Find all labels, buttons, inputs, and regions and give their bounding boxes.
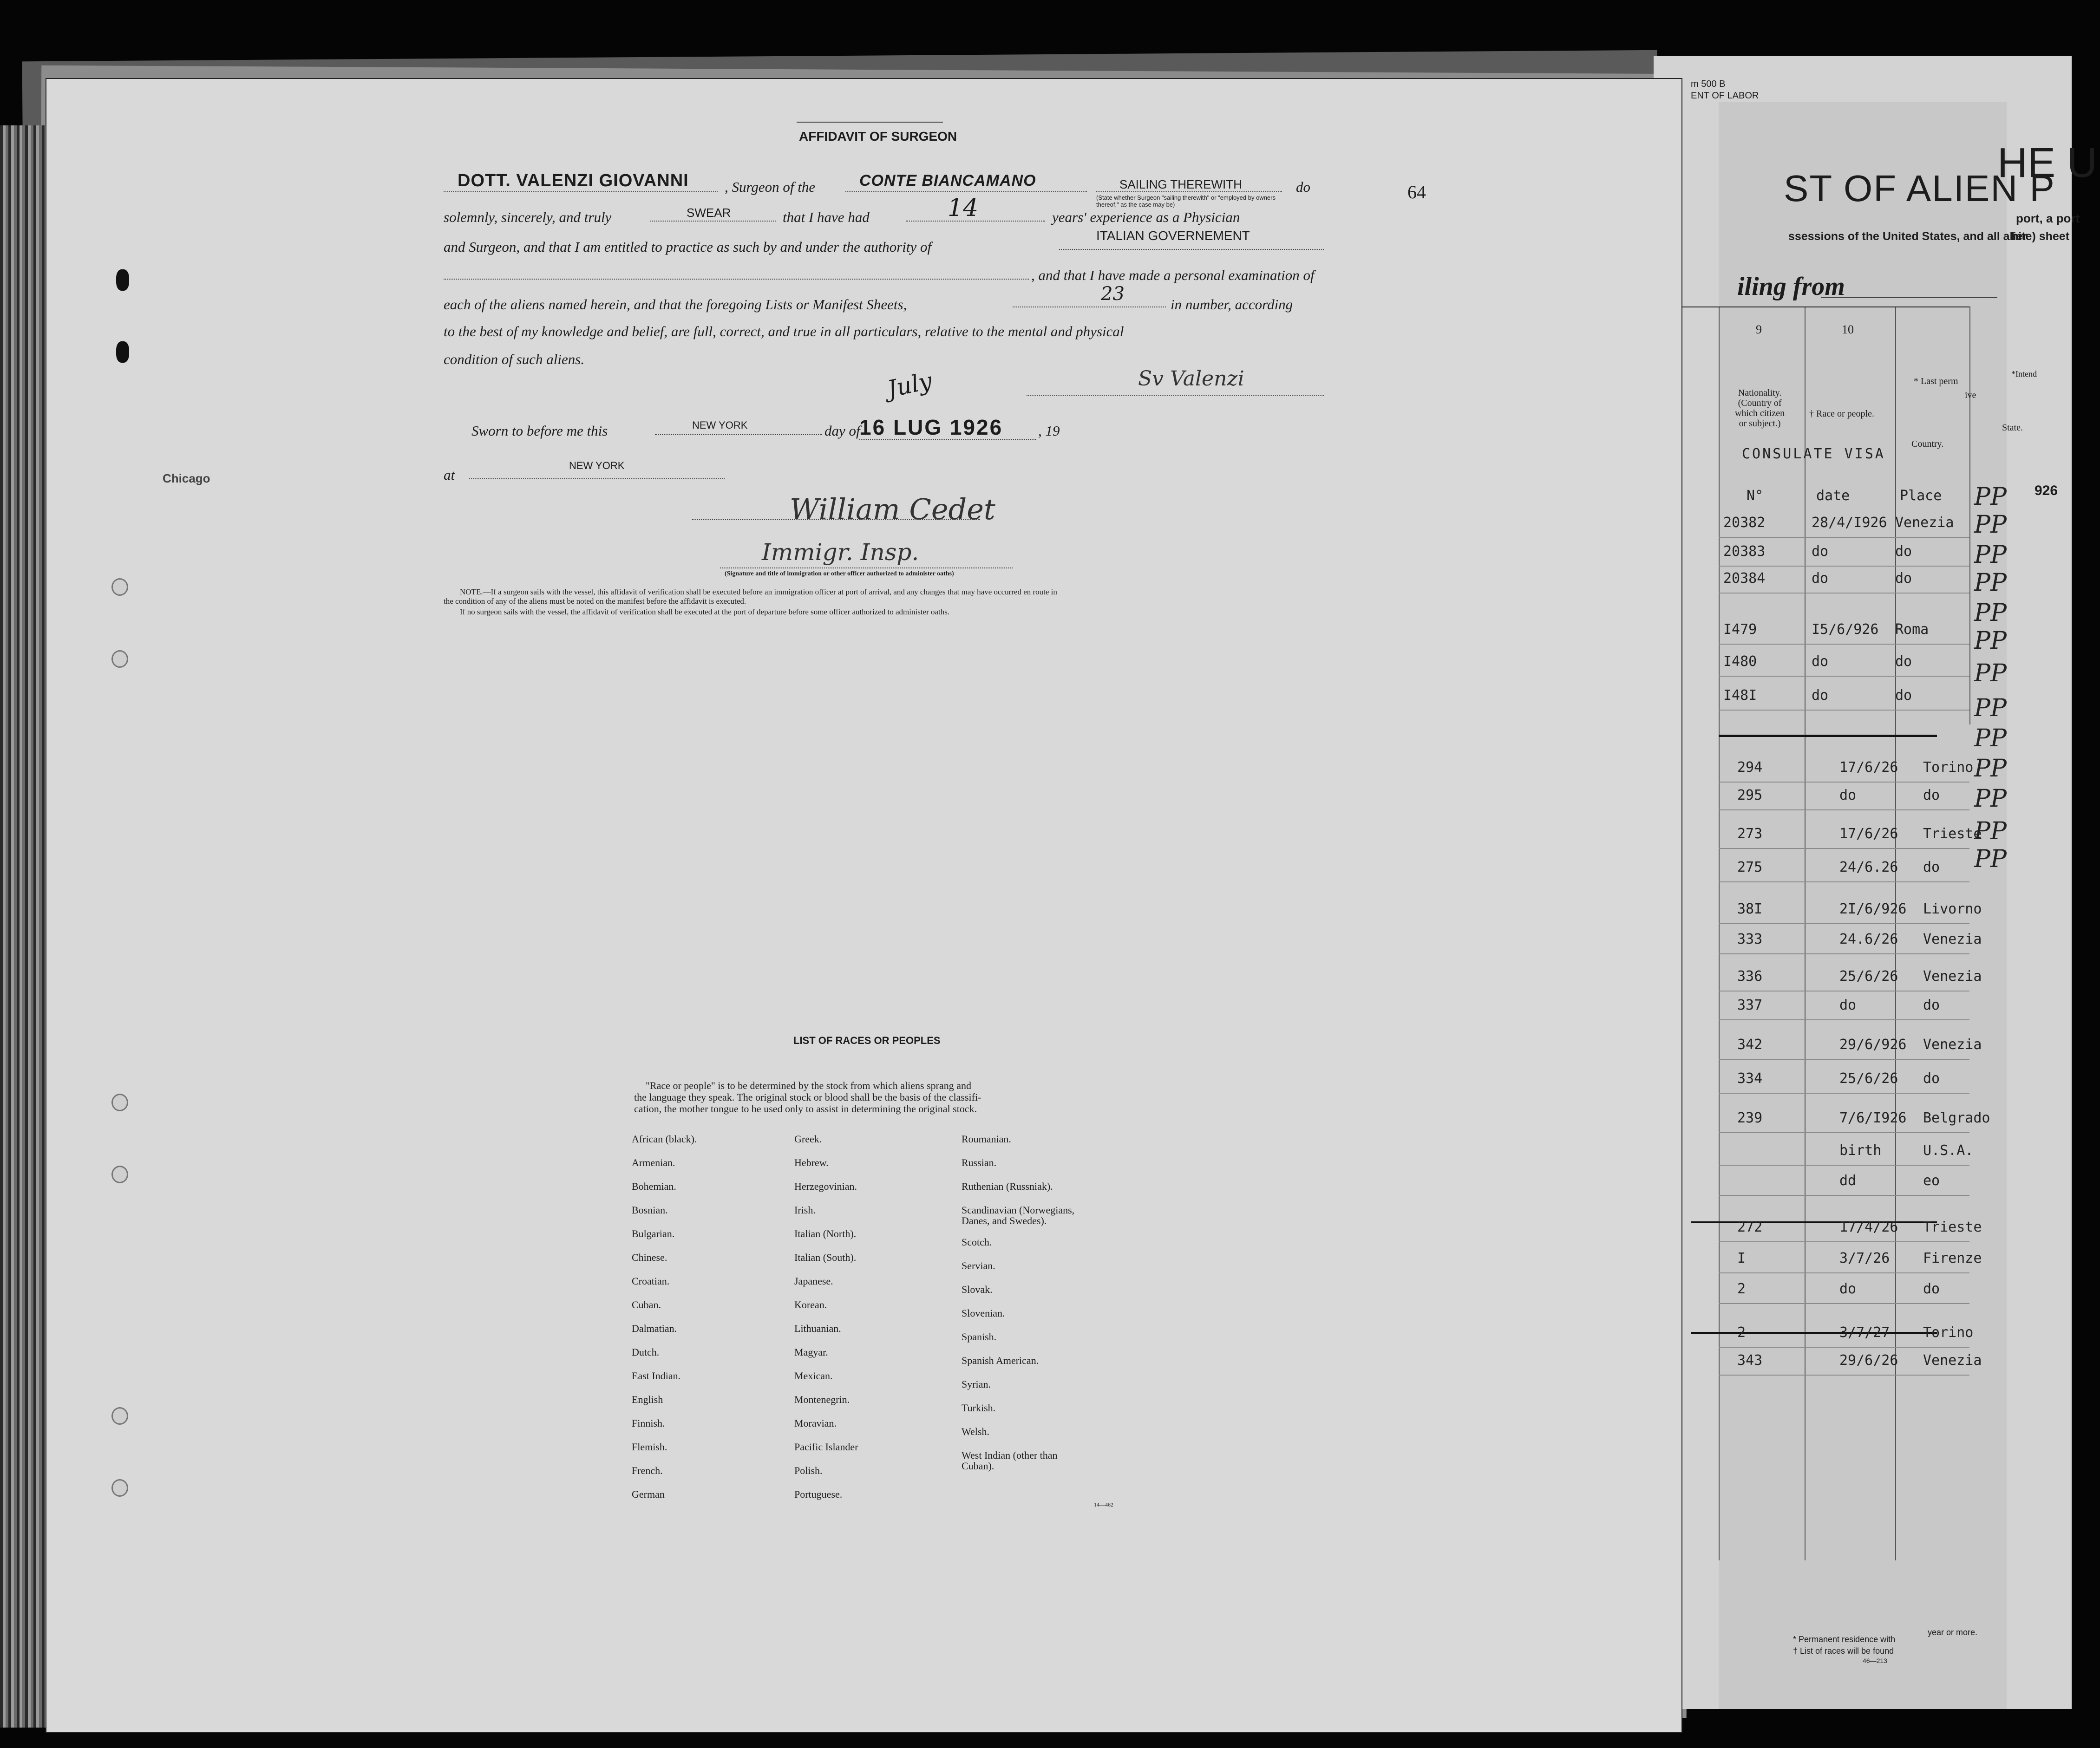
race-item: Slovak. <box>962 1283 993 1295</box>
sailing-note: (State whether Surgeon "sailing therewith" or "employed by owners thereof," as the case may be) <box>1096 194 1276 208</box>
pp-mark: PP <box>1974 817 2007 845</box>
pp-mark: PP <box>1974 659 2007 687</box>
race-item: Servian. <box>962 1259 995 1272</box>
row-visa-number: 20384 <box>1723 570 1766 587</box>
row-visa-number: 294 <box>1737 759 1763 776</box>
race-item: African (black). <box>632 1133 697 1145</box>
row-visa-date: 3/7/27 <box>1839 1324 1890 1341</box>
row-visa-place: do <box>1923 997 1940 1013</box>
row-visa-place: do <box>1923 859 1940 875</box>
race-item: Ruthenian (Russniak). <box>962 1181 1053 1192</box>
row-divider <box>1719 848 1969 849</box>
pp-mark: PP <box>1974 483 2007 511</box>
row-divider <box>1719 1059 1969 1060</box>
row-divider <box>1719 1272 1969 1273</box>
consulate-visa-header: CONSULATE VISA <box>1742 446 1885 462</box>
footnote: year or more. <box>1928 1628 1978 1637</box>
page-number: 64 <box>1407 182 1426 202</box>
row-visa-date: I5/6/926 <box>1812 621 1879 638</box>
race-item: Lithuanian. <box>794 1323 841 1334</box>
race-item: Danes, and Swedes). <box>962 1214 1047 1226</box>
sheets-count: 23 <box>1101 283 1125 305</box>
race-item: Irish. <box>794 1204 816 1216</box>
row-visa-place: Firenze <box>1923 1250 1982 1266</box>
row-divider <box>1719 1347 1969 1348</box>
row-divider <box>1719 1241 1969 1242</box>
race-item: Flemish. <box>632 1441 667 1453</box>
row-visa-place: Venezia <box>1923 931 1982 947</box>
officer-title: Immigr. Insp. <box>762 539 919 566</box>
row-visa-place: Torino <box>1923 759 1974 776</box>
pp-mark: PP <box>1974 785 2007 813</box>
col-10: 10 <box>1842 323 1854 336</box>
race-item: Armenian. <box>632 1157 675 1168</box>
surgeon-signature: Sv Valenzi <box>1138 367 1244 391</box>
race-item: Mexican. <box>794 1370 833 1382</box>
row-visa-date: 24.6/26 <box>1839 931 1898 947</box>
race-item: Syrian. <box>962 1378 991 1390</box>
row-visa-number: 334 <box>1737 1070 1763 1087</box>
row-visa-date: do <box>1812 653 1829 670</box>
row-visa-number: 2 <box>1737 1324 1746 1341</box>
row-visa-place: do <box>1895 653 1912 670</box>
row-divider <box>1719 953 1969 954</box>
race-item: Chinese. <box>632 1252 667 1263</box>
pp-mark: PP <box>1974 511 2007 539</box>
race-item: Greek. <box>794 1133 822 1145</box>
row-divider <box>1719 593 1969 594</box>
at-label: at <box>444 467 455 483</box>
no-header: N° <box>1747 488 1764 504</box>
row-visa-date: 24/6.26 <box>1839 859 1898 875</box>
sworn-label: Sworn to before me this <box>471 423 608 439</box>
country-header: Country. <box>1911 439 1944 449</box>
row-visa-number: 333 <box>1737 931 1763 947</box>
row-visa-place: do <box>1923 1070 1940 1087</box>
pp-mark: PP <box>1974 541 2007 569</box>
row-visa-date: 17/4/26 <box>1839 1219 1898 1235</box>
row-divider <box>1719 923 1969 924</box>
row-visa-date: do <box>1839 787 1857 803</box>
punch-hole <box>116 269 129 291</box>
line2c: years' experience as a Physician <box>1052 209 1240 225</box>
row-visa-date: do <box>1812 687 1829 704</box>
pp-mark: PP <box>1974 599 2007 627</box>
line7: condition of such aliens. <box>444 351 585 367</box>
row-visa-date: 28/4/I926 <box>1812 515 1887 531</box>
row-visa-place: do <box>1923 1281 1940 1297</box>
race-item: Russian. <box>962 1157 997 1168</box>
race-item: Italian (North). <box>794 1228 857 1239</box>
row-visa-date: do <box>1812 543 1829 560</box>
intend-header: *Intend <box>2011 369 2037 378</box>
row-divider <box>1719 809 1969 810</box>
punch-hole <box>116 341 129 363</box>
side-stamp: Chicago <box>163 471 210 485</box>
row-visa-number: 273 <box>1737 826 1763 842</box>
surgeon-of-label: , Surgeon of the <box>725 179 816 195</box>
row-visa-date: 29/6/926 <box>1839 1037 1907 1053</box>
row-visa-date: 17/6/26 <box>1839 759 1898 776</box>
race-item: Turkish. <box>962 1402 996 1414</box>
row-visa-number: 336 <box>1737 968 1763 985</box>
race-item: English <box>632 1394 663 1405</box>
race-item: Pacific Islander <box>794 1441 858 1453</box>
row-visa-place: Belgrado <box>1923 1110 1990 1126</box>
row-divider <box>1719 1195 1969 1196</box>
race-item: Bulgarian. <box>632 1228 675 1239</box>
row-visa-number: I48I <box>1723 687 1757 704</box>
races-intro: cation, the mother tongue to be used only to assist in determining the original stock. <box>634 1103 977 1115</box>
row-visa-place: Trieste <box>1923 826 1982 842</box>
row-divider <box>1719 1303 1969 1304</box>
race-item: Welsh. <box>962 1425 989 1437</box>
manifest-title: ST OF ALIEN P <box>1784 168 2055 209</box>
race-item: East Indian. <box>632 1370 681 1382</box>
row-divider <box>1719 1019 1969 1020</box>
sailing-status: SAILING THEREWITH <box>1119 177 1242 191</box>
race-item: Montenegrin. <box>794 1394 850 1405</box>
race-item: Moravian. <box>794 1417 837 1429</box>
year-prefix: , 19 <box>1038 423 1060 439</box>
note-line: If no surgeon sails with the vessel, the affidavit of verification shall be executed at the port of departure before some officer authorized to administer oaths. <box>460 607 950 616</box>
race-item: Cuban. <box>632 1299 661 1311</box>
row-visa-number: 2 <box>1737 1281 1746 1297</box>
row-divider <box>1719 676 1969 677</box>
punch-hole <box>111 650 128 668</box>
footnote: * Permanent residence with <box>1793 1635 1896 1644</box>
race-item: Dutch. <box>632 1346 660 1358</box>
officer-signature: William Cedet <box>790 492 995 526</box>
race-item: German <box>632 1488 665 1500</box>
ive-header: ive <box>1965 390 1976 400</box>
pp-mark: PP <box>1974 694 2007 722</box>
race-item: Slovenian. <box>962 1307 1005 1319</box>
row-divider <box>1719 1165 1969 1166</box>
line3a: and Surgeon, and that I am entitled to practice as such by and under the authority of <box>444 239 932 255</box>
row-visa-place: Venezia <box>1895 515 1954 531</box>
pp-mark: PP <box>1974 569 2007 597</box>
row-visa-date: 29/6/26 <box>1839 1352 1898 1369</box>
manifest-title-end: HE U <box>1997 140 2098 186</box>
row-visa-number: 20382 <box>1723 515 1766 531</box>
row-divider <box>1719 644 1969 645</box>
race-item: Magyar. <box>794 1346 828 1358</box>
row-visa-number: I480 <box>1723 653 1757 670</box>
punch-hole <box>111 1166 128 1183</box>
row-visa-number: I479 <box>1723 621 1757 638</box>
row-visa-number: 342 <box>1737 1037 1763 1053</box>
row-visa-number: 295 <box>1737 787 1763 803</box>
row-divider <box>1719 881 1969 882</box>
row-visa-place: eo <box>1923 1173 1940 1189</box>
row-divider <box>1719 566 1969 567</box>
race-item: Roumanian. <box>962 1133 1011 1145</box>
race-item: Cuban). <box>962 1460 994 1472</box>
line2a: solemnly, sincerely, and truly <box>444 209 612 225</box>
row-visa-date: birth <box>1839 1142 1882 1159</box>
line5a: each of the aliens named herein, and that the foregoing Lists or Manifest Sheets, <box>444 296 907 313</box>
row-visa-date: 7/6/I926 <box>1839 1110 1907 1126</box>
race-item: Finnish. <box>632 1417 665 1429</box>
do-label: do <box>1296 179 1310 195</box>
footnote: † List of races will be found <box>1793 1646 1894 1656</box>
row-visa-place: do <box>1923 787 1940 803</box>
row-visa-place: Torino <box>1923 1324 1974 1341</box>
race-item: French. <box>632 1465 663 1476</box>
race-item: Portuguese. <box>794 1488 843 1500</box>
row-visa-date: dd <box>1839 1173 1857 1189</box>
punch-hole <box>111 578 128 596</box>
at-place: NEW YORK <box>569 460 625 471</box>
date-stamp: 16 LUG 1926 <box>859 415 1003 439</box>
pp-mark: PP <box>1974 627 2007 655</box>
punch-hole <box>111 1407 128 1425</box>
race-item: Croatian. <box>632 1275 670 1287</box>
race-item: Herzegovinian. <box>794 1181 857 1192</box>
races-title: LIST OF RACES OR PEOPLES <box>793 1035 941 1046</box>
races-intro: "Race or people" is to be determined by the stock from which aliens sprang and <box>646 1080 971 1091</box>
header-sub2: ssessions of the United States, and all alier <box>1788 230 2028 243</box>
row-visa-place: Venezia <box>1923 1037 1982 1053</box>
affidavit-title: AFFIDAVIT OF SURGEON <box>799 129 957 143</box>
row-visa-number: 343 <box>1737 1352 1763 1369</box>
date-header: date <box>1816 488 1850 504</box>
row-visa-date: 3/7/26 <box>1839 1250 1890 1266</box>
row-visa-place: do <box>1895 543 1912 560</box>
swear: SWEAR <box>687 206 731 220</box>
row-visa-place: Venezia <box>1923 1352 1982 1369</box>
sworn-place: NEW YORK <box>692 419 748 431</box>
row-divider <box>1719 537 1969 538</box>
state-header: State. <box>2002 423 2023 433</box>
month-handwritten: July <box>885 367 935 403</box>
race-item: Korean. <box>794 1299 827 1311</box>
row-visa-place: Roma <box>1895 621 1929 638</box>
row-visa-date: 2I/6/926 <box>1839 901 1907 917</box>
race-item: Polish. <box>794 1465 823 1476</box>
row-visa-date: do <box>1839 1281 1857 1297</box>
race-item: Scotch. <box>962 1236 992 1248</box>
punch-hole <box>111 1094 128 1111</box>
row-visa-number: 272 <box>1737 1219 1763 1235</box>
pp-mark: PP <box>1974 845 2007 873</box>
last-perm-header: * Last perm <box>1914 376 1958 386</box>
row-visa-place: U.S.A. <box>1923 1142 1974 1159</box>
line4: , and that I have made a personal examination of <box>1031 267 1315 283</box>
form-number: 14—462 <box>1094 1501 1113 1508</box>
race-item: Bohemian. <box>632 1181 676 1192</box>
row-visa-date: do <box>1839 997 1857 1013</box>
row-visa-date: do <box>1812 570 1829 587</box>
note-line: the condition of any of the aliens must be noted on the manifest before the affidavit is executed. <box>444 597 746 606</box>
row-visa-place: Trieste <box>1923 1219 1982 1235</box>
ship-name: CONTE BIANCAMANO <box>859 172 1036 189</box>
race-item: Italian (South). <box>794 1252 857 1263</box>
nationality-header: Nationality. (Country of which citizen or subject.) <box>1735 388 1785 429</box>
row-divider <box>1719 782 1969 783</box>
note-line: NOTE.—If a surgeon sails with the vessel, this affidavit of verification shall be executed before an immigration officer at port of arrival, and any changes that may have occurred en route in <box>460 587 1057 596</box>
place-header: Place <box>1900 488 1942 504</box>
row-divider <box>1719 1132 1969 1133</box>
row-divider <box>1719 1375 1969 1376</box>
row-visa-number: 337 <box>1737 997 1763 1013</box>
surgeon-name: DOTT. VALENZI GIOVANNI <box>458 171 689 190</box>
race-item: Scandinavian (Norwegians, <box>962 1204 1075 1216</box>
row-visa-number: 275 <box>1737 859 1763 875</box>
race-item: Japanese. <box>794 1275 833 1287</box>
row-visa-place: do <box>1895 687 1912 704</box>
day-of-label: day of <box>824 423 860 439</box>
dept-label: ENT OF LABOR <box>1691 91 1759 101</box>
row-visa-number: 239 <box>1737 1110 1763 1126</box>
row-visa-date: 25/6/26 <box>1839 1070 1898 1087</box>
row-visa-date: 25/6/26 <box>1839 968 1898 985</box>
row-visa-number: 20383 <box>1723 543 1766 560</box>
row-divider <box>1719 1093 1969 1094</box>
race-item: Hebrew. <box>794 1157 829 1168</box>
page-stack-edge <box>0 125 51 1728</box>
sailing-from: iling from <box>1737 272 1845 301</box>
pp-mark: PP <box>1974 724 2007 752</box>
line2b: that I have had <box>783 209 870 225</box>
row-visa-number: 38I <box>1737 901 1763 917</box>
col-9: 9 <box>1756 323 1762 336</box>
officer-caption: (Signature and title of immigration or other officer authorized to administer oaths) <box>725 570 954 577</box>
row-visa-date: 17/6/26 <box>1839 826 1898 842</box>
races-intro: the language they speak. The original stock or blood shall be the basis of the classifi- <box>634 1091 981 1103</box>
line5b: in number, according <box>1171 296 1293 313</box>
header-sub1: port, a port <box>2016 211 2080 225</box>
race-item: Bosnian. <box>632 1204 668 1216</box>
authority: ITALIAN GOVERNEMENT <box>1096 228 1250 243</box>
footnote-form: 46—213 <box>1863 1657 1887 1664</box>
race-header: † Race or people. <box>1809 409 1874 419</box>
form-ref: m 500 B <box>1691 79 1726 89</box>
race-item: Dalmatian. <box>632 1323 677 1334</box>
punch-hole <box>111 1479 128 1497</box>
row-divider <box>1719 710 1969 711</box>
header-sub3: hite) sheet <box>2011 230 2070 243</box>
race-item: Spanish American. <box>962 1354 1039 1366</box>
race-item: Spanish. <box>962 1331 997 1343</box>
row-visa-number: I <box>1737 1250 1746 1266</box>
pp-mark: PP <box>1974 755 2007 783</box>
row-visa-place: Venezia <box>1923 968 1982 985</box>
race-item: West Indian (other than <box>962 1449 1058 1461</box>
row-visa-place: do <box>1895 570 1912 587</box>
line6: to the best of my knowledge and belief, are full, correct, and true in all particulars, relative to the mental and physical <box>444 323 1124 339</box>
row-visa-place: Livorno <box>1923 901 1982 917</box>
year-edge: 926 <box>2035 483 2058 498</box>
years-count: 14 <box>948 194 979 222</box>
